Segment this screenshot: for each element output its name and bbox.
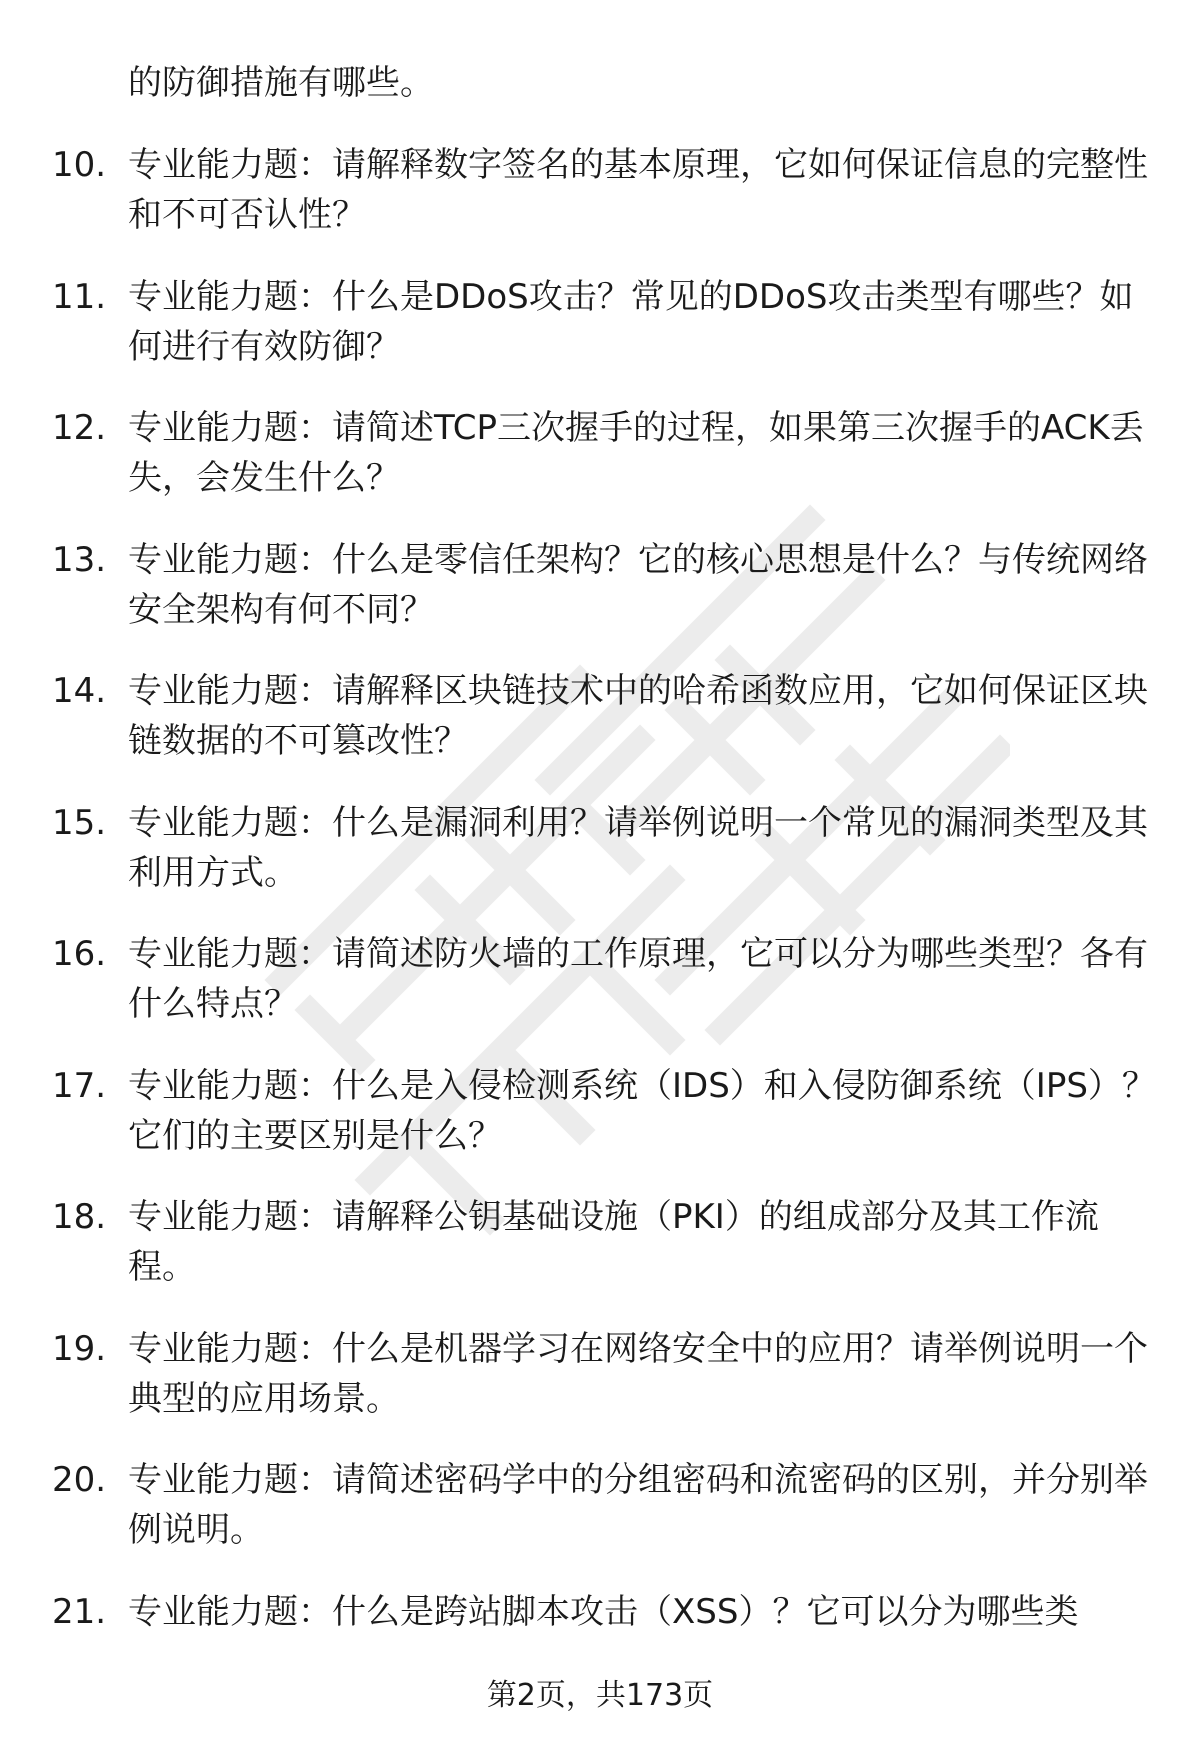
question-text: 专业能力题：什么是跨站脚本攻击（XSS）？它可以分为哪些类 [128, 1591, 1079, 1632]
question-item [0, 1455, 1200, 1587]
question-item [0, 535, 1200, 667]
question-item [0, 272, 1200, 404]
page-number-footer: 第2页，共173页 [486, 1678, 714, 1713]
question-number: 14. [52, 671, 107, 711]
question-item [0, 140, 1200, 272]
question-item [0, 929, 1200, 1061]
question-number: 10. [52, 145, 107, 185]
question-number: 21. [52, 1591, 107, 1632]
question-text: 专业能力题：请解释公钥基础设施（PKI）的组成部分及其工作流程。 [128, 1197, 1099, 1287]
question-item [0, 798, 1200, 930]
question-text: 专业能力题：请解释区块链技术中的哈希函数应用，它如何保证区块链数据的不可篡改性？ [128, 671, 1148, 761]
question-number: 16. [52, 934, 107, 974]
question-number: 12. [52, 408, 107, 448]
question-item [0, 666, 1200, 798]
question-text: 专业能力题：什么是DDoS攻击？常见的DDoS攻击类型有哪些？如何进行有效防御？ [128, 276, 1134, 367]
question-text: 专业能力题：请简述TCP三次握手的过程，如果第三次握手的ACK丢失，会发生什么？ [128, 408, 1144, 498]
question-item [0, 1061, 1200, 1193]
continuation-text: 的防御措施有哪些。 [128, 63, 434, 103]
question-number: 18. [52, 1197, 107, 1237]
question-text: 专业能力题：什么是零信任架构？它的核心思想是什么？与传统网络安全架构有何不同？ [128, 539, 1148, 630]
question-item [0, 1324, 1200, 1456]
question-list [0, 140, 1200, 1718]
question-number: 13. [52, 539, 107, 580]
question-text: 专业能力题：什么是入侵检测系统（IDS）和入侵防御系统（IPS）？它们的主要区别是什么？ [128, 1065, 1156, 1156]
question-text: 专业能力题：请简述防火墙的工作原理，它可以分为哪些类型？各有什么特点？ [128, 934, 1148, 1024]
question-number: 11. [52, 276, 107, 317]
question-text: 专业能力题：什么是机器学习在网络安全中的应用？请举例说明一个典型的应用场景。 [128, 1328, 1148, 1419]
question-number: 19. [52, 1328, 107, 1369]
question-number: 15. [52, 802, 107, 843]
question-text: 专业能力题：请简述密码学中的分组密码和流密码的区别，并分别举例说明。 [128, 1460, 1148, 1550]
question-number: 17. [52, 1065, 107, 1106]
question-number: 20. [52, 1460, 107, 1500]
question-item [0, 403, 1200, 535]
question-text: 专业能力题：请解释数字签名的基本原理，它如何保证信息的完整性和不可否认性？ [128, 145, 1148, 235]
question-item [0, 1192, 1200, 1324]
question-text: 专业能力题：什么是漏洞利用？请举例说明一个常见的漏洞类型及其利用方式。 [128, 802, 1148, 893]
